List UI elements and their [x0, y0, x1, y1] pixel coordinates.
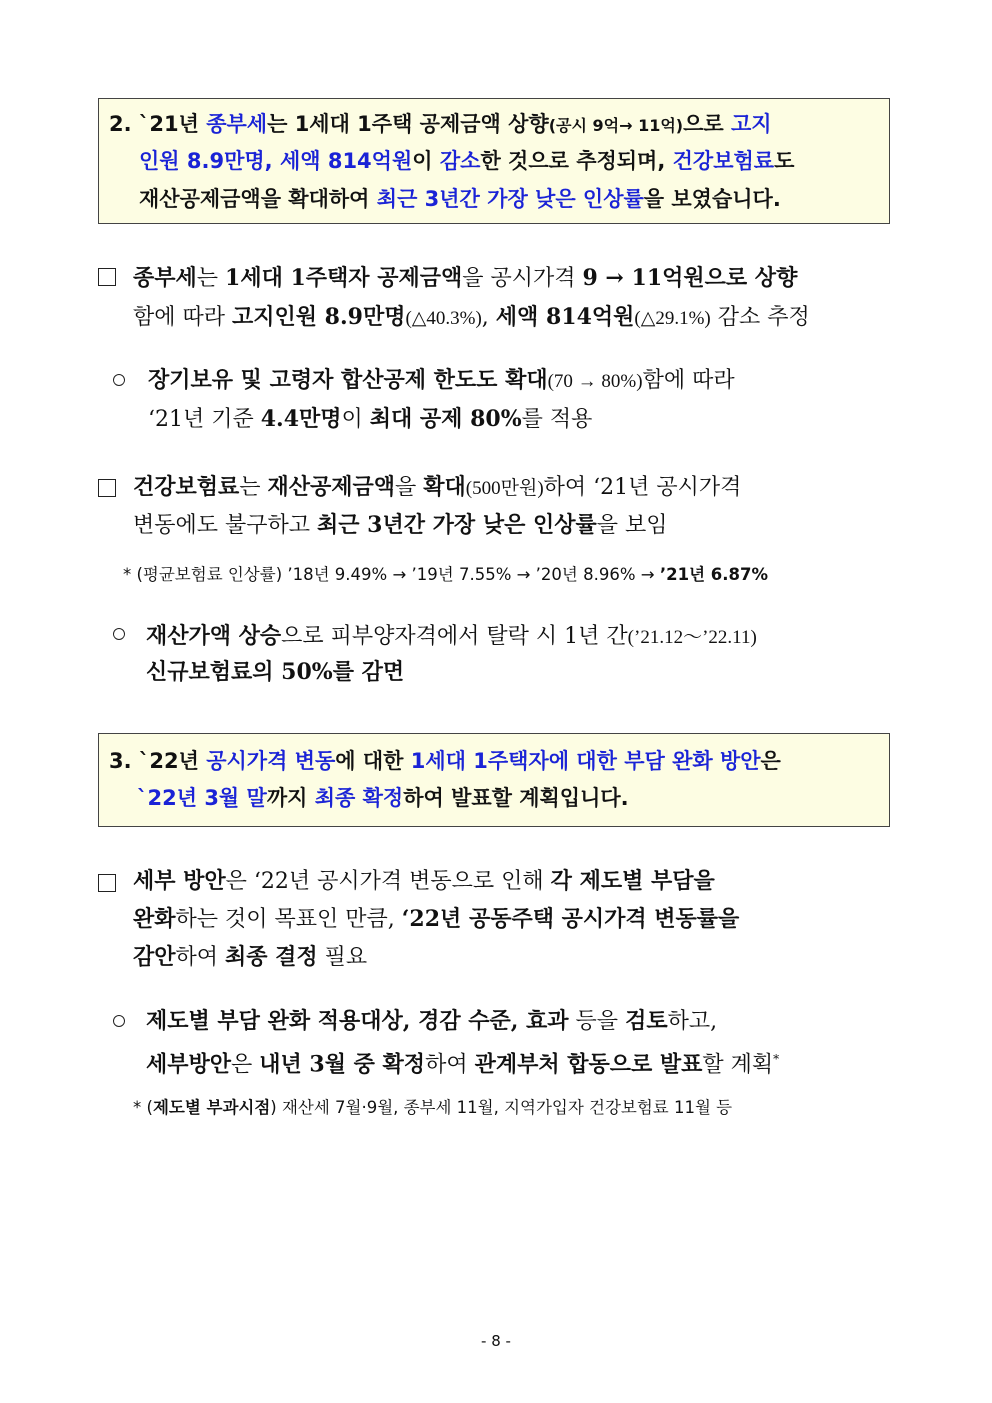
s3-line-2: 완화하는 것이 목표인 만큼, ‘22년 공동주택 공시가격 변동률을 [133, 906, 740, 932]
s3c-line-2: 세부방안은 내년 3월 중 확정하여 관계부처 합동으로 발표할 계획* [146, 1051, 780, 1078]
s2-footnote: * (평균보험료 인상률) ’18년 9.49% → ’19년 7.55% → ’20년 8.96% → ’21년 6.87% [123, 565, 768, 584]
s1-line-1: 종부세는 1세대 1주택자 공제금액을 공시가격 9 → 11억원으로 상향 [133, 265, 798, 291]
s2c-line-1: 재산가액 상승으로 피부양자격에서 탈락 시 1년 간(’21.12～’22.11) [146, 623, 757, 649]
summary-box-2 [98, 98, 890, 224]
box2-line-1: 2. `21년 종부세는 1세대 1주택 공제금액 상향(공시 9억→ 11억)으로 고지 [109, 112, 772, 136]
square-bullet [98, 268, 116, 286]
box3-line-2: `22년 3월 말까지 최종 확정하여 발표할 계획입니다. [137, 786, 629, 810]
page-number: - 8 - [481, 1332, 511, 1350]
box3-line-1: 3. `22년 공시가격 변동에 대한 1세대 1주택자에 대한 부담 완화 방안은 [109, 749, 781, 773]
s3-line-3: 감안하여 최종 결정 필요 [133, 944, 368, 970]
s3c-line-1: 제도별 부담 완화 적용대상, 경감 수준, 효과 등을 검토하고, [146, 1008, 718, 1034]
s1c-line-1: 장기보유 및 고령자 합산공제 한도도 확대(70 → 80%)함에 따라 [148, 367, 735, 393]
s3-line-1: 세부 방안은 ‘22년 공시가격 변동으로 인해 각 제도별 부담을 [133, 868, 715, 894]
s2-line-1: 건강보험료는 재산공제금액을 확대(500만원)하여 ‘21년 공시가격 [133, 474, 742, 500]
summary-box-3 [98, 733, 890, 827]
circle-bullet [113, 374, 125, 386]
circle-bullet [113, 628, 125, 640]
box2-line-2: 인원 8.9만명, 세액 814억원이 감소한 것으로 추정되며, 건강보험료도 [139, 149, 795, 173]
s2c-line-2: 신규보험료의 50%를 감면 [146, 659, 405, 685]
s3-footnote: * (제도별 부과시점) 재산세 7월·9월, 종부세 11월, 지역가입자 건강보험료 11월 등 [133, 1098, 733, 1117]
square-bullet [98, 874, 116, 892]
s1-line-2: 함에 따라 고지인원 8.9만명(△40.3%), 세액 814억원(△29.1%) 감소 추정 [133, 304, 810, 330]
s2-line-2: 변동에도 불구하고 최근 3년간 가장 낮은 인상률을 보임 [133, 512, 668, 538]
box2-line-3: 재산공제금액을 확대하여 최근 3년간 가장 낮은 인상률을 보였습니다. [139, 187, 781, 211]
square-bullet [98, 479, 116, 497]
s1c-line-2: ‘21년 기준 4.4만명이 최대 공제 80%를 적용 [148, 406, 593, 432]
circle-bullet [113, 1015, 125, 1027]
